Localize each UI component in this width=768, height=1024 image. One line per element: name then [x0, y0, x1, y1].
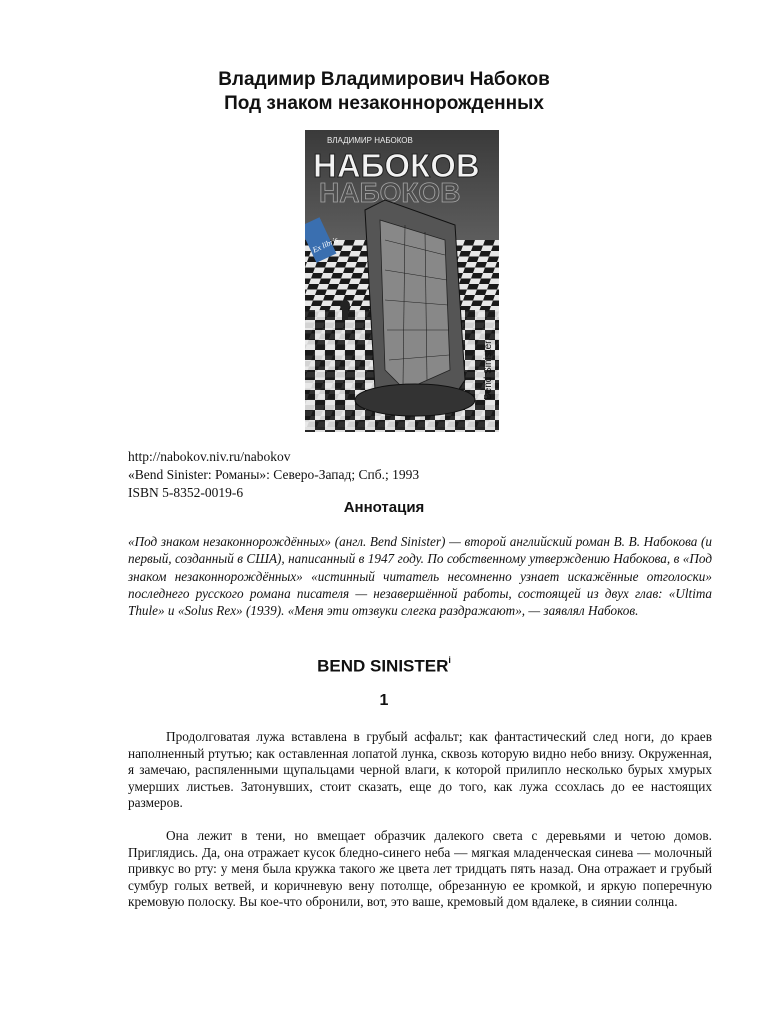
isbn-line: ISBN 5-8352-0019-6: [128, 485, 244, 500]
section-heading-text: BEND SINISTER: [317, 656, 449, 676]
svg-text:НАБОКОВ: НАБОКОВ: [319, 177, 461, 208]
body-paragraph: [128, 729, 712, 812]
section-heading: [0, 652, 768, 677]
footnote-mark[interactable]: i: [448, 655, 451, 665]
book-title: Под знаком незаконнорожденных: [224, 93, 544, 114]
publisher-line: «Bend Sinister: Романы»: Северо-Запад; Спб.; 1993: [128, 467, 420, 482]
chapter-number: 1: [379, 692, 389, 709]
source-url: http://nabokov.niv.ru/nabokov: [128, 449, 291, 464]
paragraph-text: Она лежит в тени, но вмещает образчик далекого света с деревьями и четою домов. Приглядись. Да, она отражает кусок бледно-синего неба — мягкая младенческая синева — молочный привкус во рту: у меня была кружка такого же цвета лет тридцать пять назад. Она отражает и грубый сумбур голых ветвей, и коричневую вену потолще, обрезанную ее кромкой, и яркую поперечную кремовую полоску. Вы кое-что обронили, вот, это ваше, кремовый дом вдалеке, в сиянии солнца.: [128, 828, 712, 909]
author-title: Владимир Владимирович Набоков: [218, 69, 550, 90]
cover-big-title: НАБОКОВ: [313, 147, 480, 184]
annotation-text: «Под знаком незаконнорождённых» (англ. Bend Sinister) — второй английский роман В. В. Набокова (и первый, созданный в США), написанный в 1947 году. По собственному утверждению Набокова, в «Под знаком незаконнорождённых» «истинный читатель несомненно узнает искажённые отголоски» последнего русского романа писателя — незавершённой работы, состоящей из двух глав: «Ultima Thule» и «Solus Rex» (1939). «Меня эти отзвуки слегка раздражают», — заявлял Набоков.: [128, 534, 712, 619]
cover-badge-text: Ex libris: [311, 234, 340, 255]
paragraph-text: Продолговатая лужа вставлена в грубый асфальт; как фантастический след ноги, до краев наполненный ртутью; как оставленная лопатой лунка, сквозь которую видно небо внизу. Окруженная, я замечаю, распяленными щупальцами черной влаги, к которой прилипло несколько бурых хмурых умерших листьев. Затонувших, стоит сказать, еще до того, как лужа ссохлась до ее настоящих размеров.: [128, 729, 712, 810]
annotation-heading: Аннотация: [343, 499, 425, 516]
cover-author-text: ВЛАДИМИР НАБОКОВ: [327, 136, 413, 145]
cover-spine-text: Bend Sinister: [483, 340, 494, 400]
book-cover-image: [305, 130, 499, 432]
body-paragraph: [128, 828, 712, 911]
